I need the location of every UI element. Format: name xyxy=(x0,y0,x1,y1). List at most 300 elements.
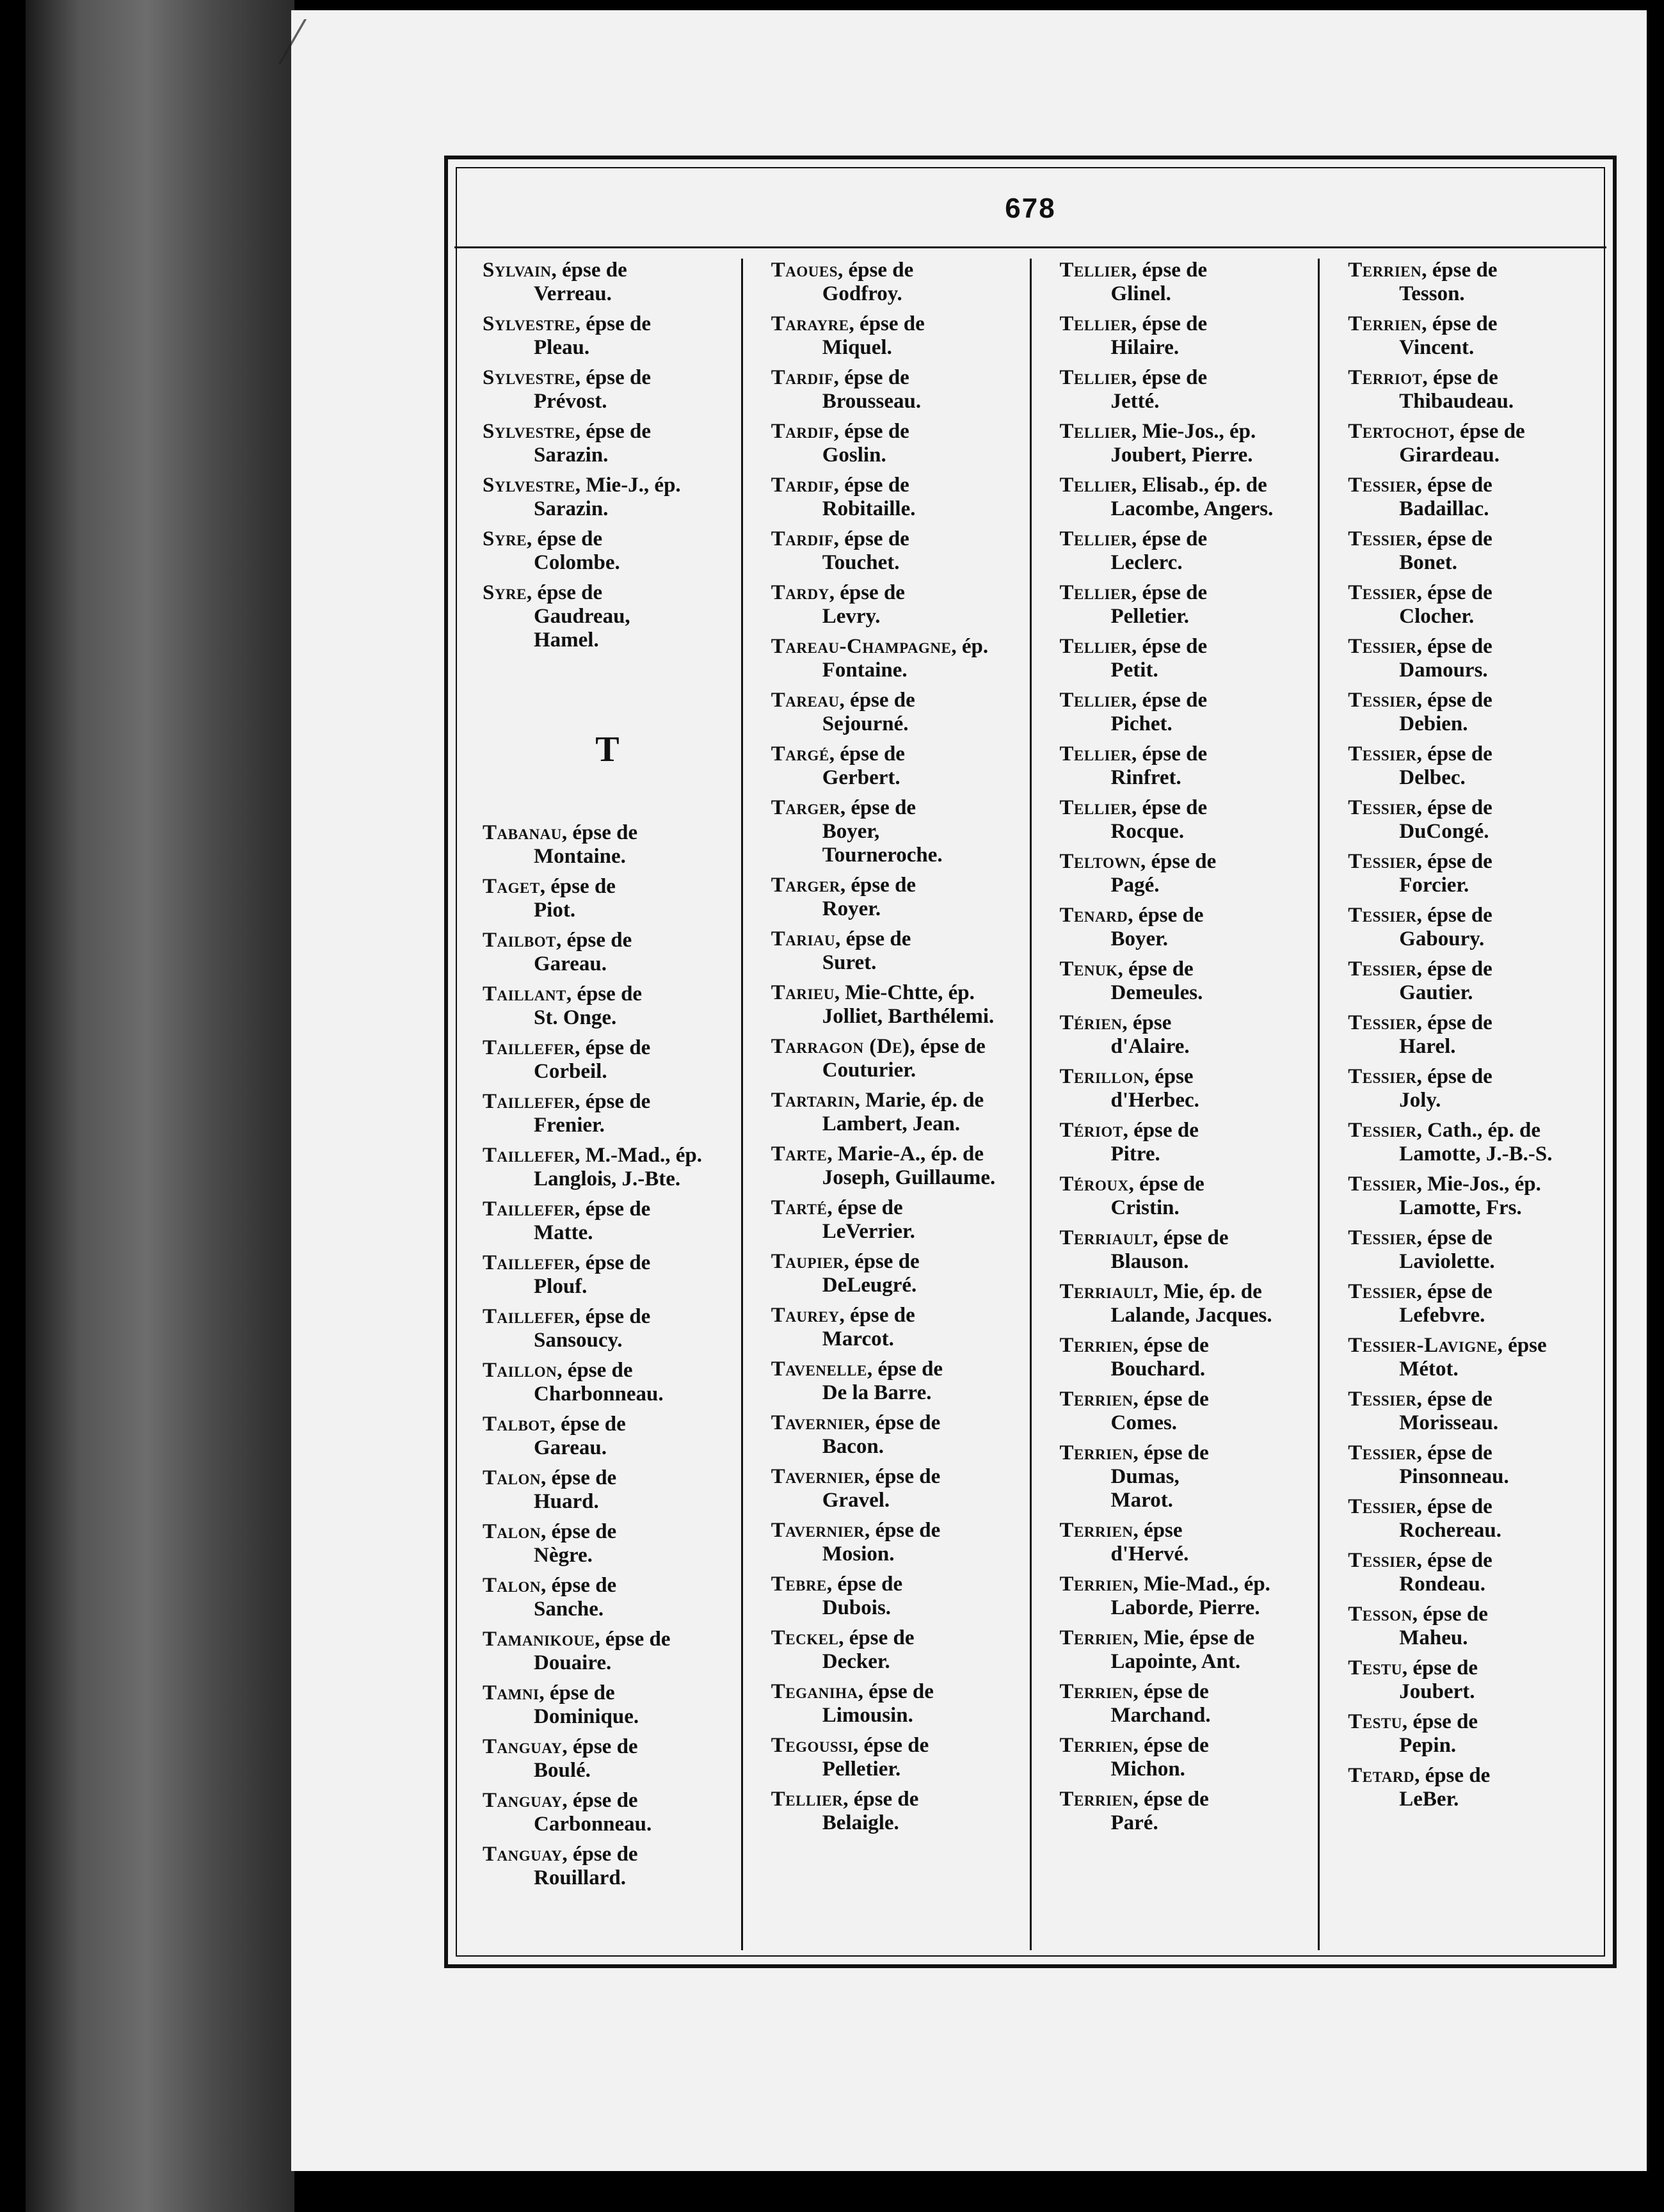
entry-relation: , épse de xyxy=(833,366,909,389)
index-entry xyxy=(483,1681,732,1729)
entry-relation: , épse de xyxy=(575,1036,651,1059)
entry-spouse-line: Glinel. xyxy=(1110,282,1171,305)
entry-relation: , épse xyxy=(1122,1011,1172,1034)
entry-relation: , épse de xyxy=(556,929,632,952)
entry-relation: , épse de xyxy=(575,1251,651,1274)
entry-relation: , épse de xyxy=(829,581,905,604)
entry-spouse-line: Charbonneau. xyxy=(534,1382,664,1406)
index-entry xyxy=(1348,904,1597,951)
entry-surname: Tebre xyxy=(771,1573,827,1596)
entry-spouse-line: Paré. xyxy=(1110,1811,1158,1834)
entry-spouse-line: Sarazin. xyxy=(534,444,609,467)
entry-surname: Sylvestre xyxy=(483,420,575,443)
entry-relation: , épse de xyxy=(1131,742,1208,765)
entry-spouse-line: Frenier. xyxy=(534,1114,605,1137)
entry-relation: , épse de xyxy=(1416,1011,1492,1034)
entry-spouse-line: Marot. xyxy=(1110,1489,1173,1512)
index-entry xyxy=(1060,689,1309,736)
entry-surname: Taget xyxy=(483,875,540,898)
entry-surname: Tellier xyxy=(1059,689,1132,712)
entry-spouse-line: Gareau. xyxy=(534,1436,607,1459)
entry-relation: , épse de xyxy=(1416,1549,1492,1572)
index-entry xyxy=(771,742,1021,790)
entry-relation: , épse de xyxy=(1412,1603,1488,1626)
index-entry xyxy=(483,875,732,922)
entry-surname: Tessier xyxy=(1348,1173,1417,1196)
entry-surname: Terillon xyxy=(1059,1065,1144,1088)
index-entry xyxy=(1060,1334,1309,1381)
entry-relation: , épse de xyxy=(867,1358,943,1381)
index-entry xyxy=(771,796,1021,867)
entry-relation: , Mie-Jos., ép. xyxy=(1416,1173,1541,1196)
index-entry xyxy=(771,420,1021,467)
entry-relation: , épse de xyxy=(1140,850,1217,873)
index-entry xyxy=(1348,1119,1597,1166)
entry-relation: , épse de xyxy=(540,1574,617,1597)
entry-relation: , épse de xyxy=(1416,1441,1492,1464)
index-entry xyxy=(1348,958,1597,1005)
entry-relation: , épse de xyxy=(864,1411,941,1434)
entry-relation: , épse de xyxy=(539,1681,615,1704)
entry-spouse-line: Montaine. xyxy=(534,845,626,868)
entry-surname: Tenard xyxy=(1059,904,1128,927)
entry-spouse-line: Decker. xyxy=(822,1650,890,1673)
index-entry xyxy=(483,1036,732,1084)
entry-surname: Tessier xyxy=(1348,742,1417,765)
book-page-edges xyxy=(26,0,294,2212)
entry-spouse-line: Rondeau. xyxy=(1399,1573,1486,1596)
entry-relation: , épse de xyxy=(540,1520,617,1543)
entry-surname: Tellier xyxy=(771,1788,844,1811)
entry-spouse-line: Lamotte, J.-B.-S. xyxy=(1399,1142,1553,1166)
index-entry xyxy=(1348,850,1597,897)
entry-relation: , Cath., ép. de xyxy=(1416,1119,1541,1142)
entry-spouse-line: Forcier. xyxy=(1399,874,1469,897)
index-entry xyxy=(771,635,1021,682)
entry-spouse-line: Comes. xyxy=(1110,1411,1178,1434)
entry-spouse-line: Sansoucy. xyxy=(534,1329,623,1352)
header-rule xyxy=(454,246,1606,248)
entry-surname: Tanguay xyxy=(483,1843,563,1866)
entry-relation: , épse de xyxy=(853,1734,929,1757)
entry-spouse-line: Girardeau. xyxy=(1399,444,1500,467)
entry-relation: , épse de xyxy=(838,259,914,282)
entry-spouse-line: d'Alaire. xyxy=(1110,1035,1190,1058)
entry-spouse-line: Levry. xyxy=(822,605,881,628)
index-entry xyxy=(771,1035,1021,1082)
entry-surname: Terrien xyxy=(1059,1573,1133,1596)
index-entry xyxy=(1348,1280,1597,1327)
entry-relation: , épse de xyxy=(849,312,925,335)
entry-relation: , épse de xyxy=(575,1090,651,1113)
index-entry xyxy=(771,1626,1021,1674)
index-entry xyxy=(1348,1334,1597,1381)
entry-spouse-line: Couturier. xyxy=(822,1059,916,1082)
entry-surname: Tarte xyxy=(771,1142,828,1166)
entry-spouse-line: Suret. xyxy=(822,951,877,974)
entry-spouse-line: Morisseau. xyxy=(1399,1411,1499,1434)
index-entry xyxy=(771,1250,1021,1297)
entry-surname: Syre xyxy=(483,581,527,604)
entry-surname: Taillefer xyxy=(483,1144,575,1167)
entry-relation: , épse de xyxy=(858,1680,934,1703)
entry-surname: Tessier xyxy=(1348,1226,1417,1249)
entry-spouse-line: Pelletier. xyxy=(1110,605,1189,628)
index-entry xyxy=(483,527,732,575)
entry-relation: , épse xyxy=(1497,1334,1547,1357)
index-entry xyxy=(771,1680,1021,1727)
entry-relation: , épse de xyxy=(540,875,616,898)
entry-surname: Tessier xyxy=(1348,1065,1417,1088)
entry-relation: , épse de xyxy=(864,1519,941,1542)
index-entry xyxy=(483,821,732,869)
entry-relation: , épse de xyxy=(826,1573,903,1596)
entry-spouse-line: Demeules. xyxy=(1110,981,1203,1004)
section-letter-heading: T xyxy=(595,730,620,769)
page-frame xyxy=(444,156,1617,1968)
entry-surname: Tessier xyxy=(1348,1119,1417,1142)
entry-spouse-line: Lalande, Jacques. xyxy=(1110,1304,1272,1327)
entry-spouse-line: Clocher. xyxy=(1399,605,1475,628)
entry-surname: Tellier xyxy=(1059,527,1132,550)
entry-relation: , épse de xyxy=(909,1035,986,1058)
entry-surname: Tavenelle xyxy=(771,1358,867,1381)
index-entry xyxy=(1348,742,1597,790)
entry-surname: Tamanikoue xyxy=(483,1628,595,1651)
entry-spouse-line: Pepin. xyxy=(1399,1734,1457,1757)
entry-spouse-line: Douaire. xyxy=(534,1651,612,1674)
entry-spouse-line: Brousseau. xyxy=(822,390,922,413)
entry-relation: , épse de xyxy=(575,1198,651,1221)
entry-spouse-line: Sarazin. xyxy=(534,497,609,520)
entry-spouse-line: Goslin. xyxy=(822,444,886,467)
entry-spouse-line: Fontaine. xyxy=(822,659,908,682)
index-entry xyxy=(771,1465,1021,1512)
index-entry xyxy=(1060,1519,1309,1566)
entry-surname: Terriot xyxy=(1348,366,1423,389)
entry-surname: Tellier xyxy=(1059,312,1132,335)
index-entry xyxy=(1348,1226,1597,1274)
entry-spouse-line: Gravel. xyxy=(822,1489,890,1512)
entry-relation: , épse xyxy=(1133,1519,1183,1542)
entry-surname: Tessier xyxy=(1348,796,1417,819)
entry-surname: Talon xyxy=(483,1574,541,1597)
entry-surname: Tessier xyxy=(1348,904,1417,927)
index-entry xyxy=(483,1198,732,1245)
entry-spouse-line: Vincent. xyxy=(1399,336,1475,359)
entry-spouse-line: Robitaille. xyxy=(822,497,916,520)
entry-relation: , épse de xyxy=(1133,1388,1209,1411)
entry-spouse-line: Bonet. xyxy=(1399,551,1457,574)
entry-spouse-line: De la Barre. xyxy=(822,1381,932,1404)
index-entry xyxy=(1060,1065,1309,1112)
entry-surname: Tessier xyxy=(1348,1388,1417,1411)
index-entry xyxy=(1060,366,1309,413)
entry-surname: Tailbot xyxy=(483,929,556,952)
entry-relation: , épse de xyxy=(1128,1173,1204,1196)
entry-surname: Tessier xyxy=(1348,581,1417,604)
entry-relation: , épse de xyxy=(1117,958,1194,981)
entry-relation: , M.-Mad., ép. xyxy=(575,1144,702,1167)
entry-spouse-line: Prévost. xyxy=(534,390,607,413)
entry-spouse-line: Corbeil. xyxy=(534,1060,607,1083)
entry-relation: , épse de xyxy=(1131,259,1208,282)
entry-relation: , épse de xyxy=(550,1413,626,1436)
entry-relation: , épse de xyxy=(551,259,627,282)
entry-relation: , épse de xyxy=(864,1465,941,1488)
entry-spouse-line: Belaigle. xyxy=(822,1811,899,1834)
index-entry xyxy=(483,982,732,1030)
column-1 xyxy=(454,259,741,1950)
entry-spouse-line: Laborde, Pierre. xyxy=(1110,1596,1260,1619)
index-entry xyxy=(1348,1441,1597,1489)
entry-surname: Teckel xyxy=(771,1626,839,1649)
entry-surname: Talbot xyxy=(483,1413,550,1436)
entry-spouse-line: Boyer. xyxy=(1110,927,1169,950)
entry-relation: , épse de xyxy=(835,927,911,950)
index-columns xyxy=(454,259,1606,1950)
entry-relation: , épse de xyxy=(575,1305,651,1328)
index-entry xyxy=(483,1735,732,1783)
entry-spouse-line: Lambert, Jean. xyxy=(822,1112,961,1135)
entry-spouse-line: Dumas, xyxy=(1110,1465,1180,1488)
entry-spouse-line: Pitre. xyxy=(1110,1142,1160,1166)
entry-relation: , épse de xyxy=(833,420,909,443)
entry-spouse-line: d'Herbec. xyxy=(1110,1089,1199,1112)
index-entry xyxy=(1348,1764,1597,1811)
entry-spouse-line: Marchand. xyxy=(1110,1704,1211,1727)
entry-spouse-line: Bouchard. xyxy=(1110,1358,1206,1381)
entry-surname: Tardy xyxy=(771,581,829,604)
entry-surname: Tellier xyxy=(1059,635,1132,658)
entry-spouse-line: Sejourné. xyxy=(822,712,909,735)
entry-spouse-line: Bacon. xyxy=(822,1435,884,1458)
entry-surname: Tetard xyxy=(1348,1764,1415,1787)
entry-relation: , épse de xyxy=(844,1250,920,1273)
index-entry xyxy=(1060,527,1309,575)
entry-surname: Tellier xyxy=(1059,366,1132,389)
index-entry xyxy=(483,1789,732,1836)
entry-relation: , épse de xyxy=(1449,420,1525,443)
entry-relation: , épse de xyxy=(1416,1280,1492,1303)
entry-relation: , Marie, ép. de xyxy=(854,1089,984,1112)
entry-spouse-line: Joseph, Guillaume. xyxy=(822,1166,996,1189)
entry-relation: , épse de xyxy=(526,527,603,550)
index-entry xyxy=(483,1413,732,1460)
entry-surname: Tesson xyxy=(1348,1603,1412,1626)
entry-spouse-line: Gautier. xyxy=(1399,981,1473,1004)
entry-surname: Taurey xyxy=(771,1304,840,1327)
entry-surname: Talon xyxy=(483,1520,541,1543)
index-entry xyxy=(771,981,1021,1029)
index-entry xyxy=(1348,527,1597,575)
index-entry xyxy=(483,1843,732,1890)
index-entry xyxy=(1060,581,1309,629)
entry-spouse-line: Matte. xyxy=(534,1221,593,1244)
entry-spouse-line: Nègre. xyxy=(534,1544,593,1567)
entry-surname: Tabanau xyxy=(483,821,562,844)
entry-spouse-line: Gerbert. xyxy=(822,766,900,789)
entry-relation: , épse de xyxy=(1131,581,1208,604)
entry-relation: , épse de xyxy=(1422,366,1498,389)
entry-spouse-line: Delbec. xyxy=(1399,766,1466,789)
entry-surname: Tessier xyxy=(1348,1441,1417,1464)
entry-surname: Terrien xyxy=(1348,259,1422,282)
entry-surname: Tardif xyxy=(771,420,834,443)
entry-surname: Syre xyxy=(483,527,527,550)
entry-surname: Taillant xyxy=(483,982,566,1006)
index-entry xyxy=(771,927,1021,975)
entry-spouse-line: Dominique. xyxy=(534,1705,639,1728)
entry-surname: Tellier xyxy=(1059,796,1132,819)
entry-surname: Tamni xyxy=(483,1681,540,1704)
index-entry xyxy=(1060,1280,1309,1327)
entry-spouse-line: Joubert. xyxy=(1399,1680,1475,1703)
entry-spouse-line: Pagé. xyxy=(1110,874,1160,897)
entry-surname: Taillon xyxy=(483,1359,557,1382)
entry-relation: , épse de xyxy=(1402,1656,1478,1679)
entry-relation: , épse de xyxy=(1416,1065,1492,1088)
entry-spouse-line: Métot. xyxy=(1399,1358,1459,1381)
entry-surname: Tessier xyxy=(1348,1495,1417,1518)
entry-surname: Tellier xyxy=(1059,259,1132,282)
index-entry xyxy=(1060,742,1309,790)
entry-relation: , épse de xyxy=(1416,904,1492,927)
entry-spouse-line: Touchet. xyxy=(822,551,900,574)
entry-spouse-line: Plouf. xyxy=(534,1275,588,1298)
entry-relation: , épse de xyxy=(1133,1734,1209,1757)
index-entry xyxy=(483,420,732,467)
index-entry xyxy=(1060,1173,1309,1220)
entry-spouse-line: Petit. xyxy=(1110,659,1158,682)
entry-surname: Tareau-Champagne xyxy=(771,635,952,658)
index-entry xyxy=(1348,366,1597,413)
entry-surname: Taillefer xyxy=(483,1251,575,1274)
entry-relation: , épse de xyxy=(829,742,905,765)
entry-spouse-line: Rinfret. xyxy=(1110,766,1181,789)
entry-relation: , épse de xyxy=(1131,527,1208,550)
entry-surname: Tarieu xyxy=(771,981,835,1004)
entry-surname: Tellier xyxy=(1059,742,1132,765)
entry-relation: , épse de xyxy=(1153,1226,1229,1249)
entry-spouse-line: Cristin. xyxy=(1110,1196,1180,1219)
index-entry xyxy=(483,474,732,521)
entry-spouse-line: Hilaire. xyxy=(1110,336,1180,359)
entry-relation: , épse de xyxy=(1421,312,1498,335)
entry-spouse-line: Harel. xyxy=(1399,1035,1456,1058)
index-entry xyxy=(1060,1680,1309,1727)
index-entry xyxy=(483,1090,732,1137)
entry-spouse-line: Marcot. xyxy=(822,1327,894,1350)
entry-relation: , Elisab., ép. de xyxy=(1131,474,1267,497)
index-entry xyxy=(1348,796,1597,844)
index-entry xyxy=(1348,1011,1597,1059)
entry-surname: Teltown xyxy=(1059,850,1141,873)
entry-spouse-line: Joly. xyxy=(1399,1089,1441,1112)
entry-relation: , épse de xyxy=(840,874,916,897)
entry-relation: , épse de xyxy=(833,527,909,550)
entry-surname: Terrien xyxy=(1059,1334,1133,1357)
entry-spouse-line: Thibaudeau. xyxy=(1399,390,1514,413)
index-entry xyxy=(1348,1656,1597,1704)
entry-relation: , épse de xyxy=(1133,1680,1209,1703)
entry-relation: , épse de xyxy=(1416,958,1492,981)
entry-spouse-line: Badaillac. xyxy=(1399,497,1489,520)
entry-relation: , épse de xyxy=(839,1304,915,1327)
entry-surname: Targer xyxy=(771,796,840,819)
index-entry xyxy=(771,527,1021,575)
index-entry xyxy=(1060,1734,1309,1781)
index-entry xyxy=(1348,1549,1597,1596)
entry-spouse-line: Blauson. xyxy=(1110,1250,1189,1273)
entry-relation: , épse de xyxy=(575,420,651,443)
entry-relation: , épse de xyxy=(838,1626,915,1649)
index-entry xyxy=(483,259,732,306)
index-entry xyxy=(1348,1388,1597,1435)
entry-surname: Tardif xyxy=(771,366,834,389)
entry-surname: Taillefer xyxy=(483,1036,575,1059)
entry-relation: , épse de xyxy=(1416,796,1492,819)
index-entry xyxy=(1060,796,1309,844)
entry-spouse-line: Joubert, Pierre. xyxy=(1110,444,1253,467)
index-entry xyxy=(1348,689,1597,736)
index-entry xyxy=(771,312,1021,360)
entry-relation: , épse de xyxy=(1416,581,1492,604)
entry-surname: Sylvain xyxy=(483,259,552,282)
entry-surname: Tardif xyxy=(771,527,834,550)
entry-spouse-line: St. Onge. xyxy=(534,1006,617,1029)
index-entry xyxy=(771,1788,1021,1835)
entry-spouse-line: Leclerc. xyxy=(1110,551,1183,574)
entry-surname: Tarragon (De) xyxy=(771,1035,910,1058)
entry-spouse-line: LeBer. xyxy=(1399,1788,1459,1811)
entry-surname: Terrien xyxy=(1059,1388,1133,1411)
entry-spouse-line: Carbonneau. xyxy=(534,1813,652,1836)
entry-surname: Sylvestre xyxy=(483,312,575,335)
entry-spouse-line: Colombe. xyxy=(534,551,620,574)
entry-surname: Tessier xyxy=(1348,1011,1417,1034)
entry-relation: , épse de xyxy=(575,366,651,389)
entry-relation: , épse de xyxy=(827,1196,903,1219)
entry-relation: , épse de xyxy=(1416,1495,1492,1518)
index-entry xyxy=(483,366,732,413)
index-entry xyxy=(483,1520,732,1567)
entry-relation: , épse de xyxy=(1416,850,1492,873)
entry-spouse-line: Boulé. xyxy=(534,1759,591,1782)
entry-spouse-line: Tourneroche. xyxy=(822,844,943,867)
entry-surname: Tenuk xyxy=(1059,958,1118,981)
index-entry xyxy=(1348,1603,1597,1650)
entry-surname: Tavernier xyxy=(771,1465,865,1488)
entry-relation: , épse de xyxy=(1131,689,1208,712)
index-entry xyxy=(771,1304,1021,1351)
entry-relation: , épse de xyxy=(1131,312,1208,335)
index-entry xyxy=(1060,1573,1309,1620)
entry-spouse-line: Boyer, xyxy=(822,820,880,843)
index-entry xyxy=(1348,635,1597,682)
entry-spouse-line: Verreau. xyxy=(534,282,612,305)
entry-surname: Tardif xyxy=(771,474,834,497)
index-entry xyxy=(483,1359,732,1406)
entry-relation: , épse de xyxy=(1402,1710,1478,1733)
entry-spouse-line: Tesson. xyxy=(1399,282,1465,305)
entry-relation: , épse de xyxy=(595,1628,671,1651)
entry-relation: , Mie-Chtte, ép. xyxy=(834,981,975,1004)
entry-relation: , épse de xyxy=(562,1843,638,1866)
entry-relation: , épse de xyxy=(562,1735,638,1758)
index-entry xyxy=(771,689,1021,736)
entry-relation: , épse de xyxy=(557,1359,633,1382)
